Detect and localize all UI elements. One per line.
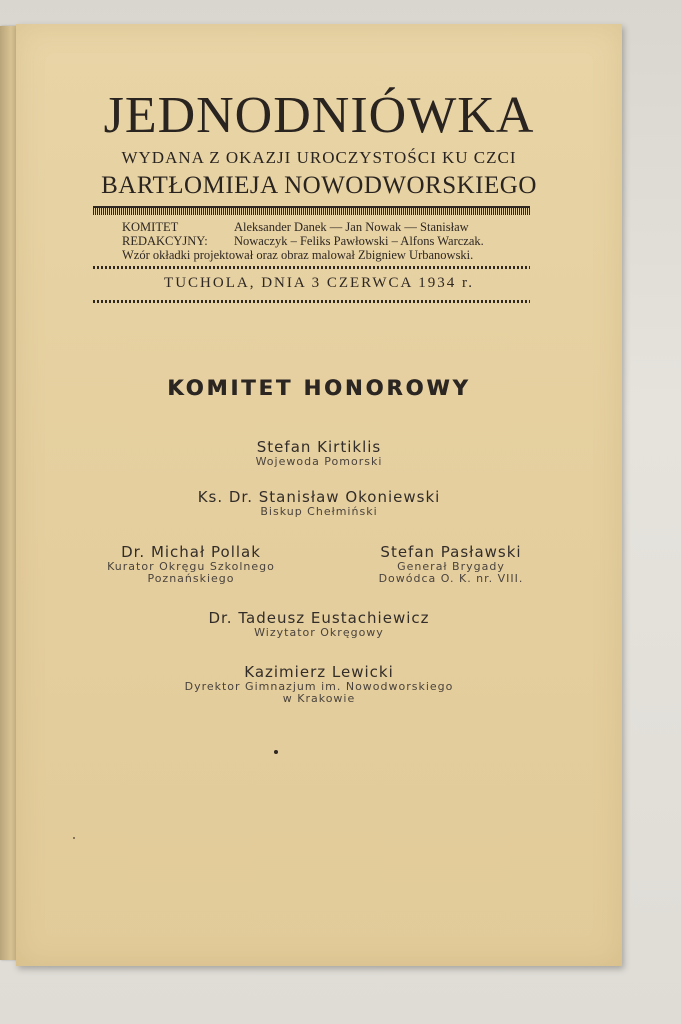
member-role: Wizytator Okręgowy [254, 626, 384, 639]
member-role: Wojewoda Pomorski [255, 455, 383, 468]
cover-credit: Wzór okładki projektował oraz obraz malował Zbigniew Urbanowski. [122, 248, 474, 262]
dotted-rule-top [93, 266, 530, 269]
document-page [16, 24, 622, 966]
ornament-dot [274, 750, 278, 754]
masthead-subtitle: WYDANA Z OKAZJI UROCZYSTOŚCI KU CZCI [121, 148, 517, 167]
member-name: Kazimierz Lewicki [244, 663, 394, 681]
masthead-rule [93, 206, 530, 215]
masthead-title: JEDNODNIÓWKA [103, 87, 535, 144]
member-role: Kurator Okręgu Szkolnego Poznańskiego [107, 560, 275, 585]
member-name: Stefan Pasławski [380, 543, 522, 561]
member-name: Dr. Michał Pollak [121, 543, 261, 561]
member-name: Dr. Tadeusz Eustachiewicz [208, 609, 430, 627]
member-entry [336, 543, 566, 585]
committee-label-1: KOMITET [122, 220, 179, 234]
member-entry [16, 663, 622, 705]
member-name: Stefan Kirtiklis [256, 438, 382, 456]
committee-label-2: REDAKCYJNY: [122, 234, 208, 248]
paper-speck [73, 837, 75, 839]
committee-text-1: Aleksander Danek — Jan Nowak — Stanisław [234, 220, 469, 234]
committee-text-2: Nowaczyk – Feliks Pawłowski – Alfons Warczak. [234, 234, 484, 248]
member-entry [16, 438, 622, 468]
member-name: Ks. Dr. Stanisław Okoniewski [197, 488, 441, 506]
dotted-rule-bottom [93, 300, 530, 303]
member-role: Generał Brygady Dowódca O. K. nr. VIII. [378, 560, 524, 585]
dateline: TUCHOLA, DNIA 3 CZERWCA 1934 r. [164, 275, 474, 291]
member-role: Dyrektor Gimnazjum im. Nowodworskiego w Krakowie [184, 680, 454, 705]
member-entry [16, 609, 622, 639]
member-role: Biskup Chełmiński [260, 505, 378, 518]
member-entry [16, 488, 622, 518]
masthead-name: BARTŁOMIEJA NOWODWORSKIEGO [101, 172, 537, 199]
member-entry [76, 543, 306, 585]
section-title: KOMITET HONOROWY [167, 376, 471, 400]
editorial-committee [122, 220, 532, 262]
